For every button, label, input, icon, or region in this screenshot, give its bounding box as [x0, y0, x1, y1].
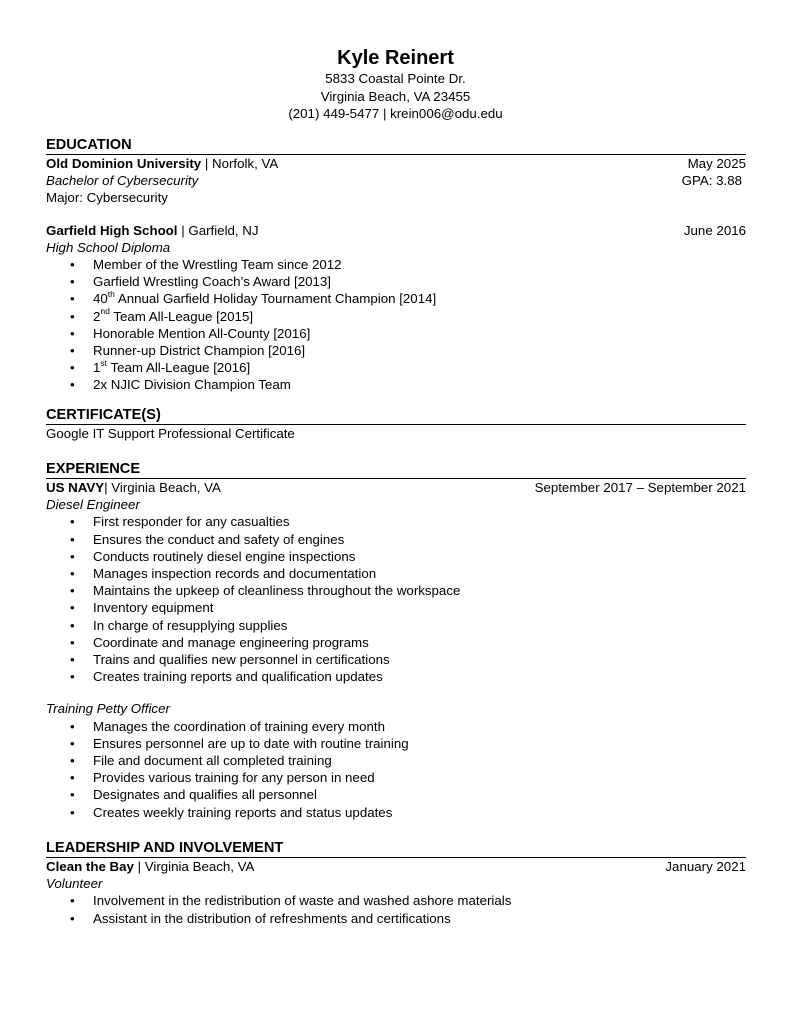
clean-the-bay-location: | Virginia Beach, VA	[133, 859, 255, 874]
navy-date: September 2017 – September 2021	[534, 480, 746, 495]
role-training-petty-officer: Training Petty Officer	[46, 701, 170, 717]
odu-gpa: GPA: 3.88	[681, 173, 742, 189]
candidate-name: Kyle Reinert	[337, 47, 454, 69]
list-item: • Ensures the conduct and safety of engines	[46, 531, 746, 548]
clean-the-bay-row	[46, 858, 746, 875]
list-item: • Honorable Mention All-County [2016]	[46, 325, 746, 342]
role-diesel-engineer: Diesel Engineer	[46, 497, 140, 513]
list-item: • Manages the coordination of training every month	[46, 718, 746, 735]
hs-degree: High School Diploma	[46, 239, 171, 255]
role-volunteer: Volunteer	[46, 876, 103, 892]
address-line-1: 5833 Coastal Pointe Dr.	[325, 71, 466, 86]
hs-row	[46, 222, 746, 239]
list-item: • In charge of resupplying supplies	[46, 617, 746, 634]
odu-date: May 2025	[687, 156, 746, 171]
leadership-section	[46, 840, 746, 927]
list-item: • File and document all completed training	[46, 752, 746, 769]
hs-bullet-list	[46, 256, 746, 394]
list-item: • First responder for any casualties	[46, 513, 746, 530]
list-item: • Garfield Wrestling Coach’s Award [2013]	[46, 273, 746, 290]
list-item: • Ensures personnel are up to date with routine training	[46, 735, 746, 752]
clean-the-bay-date: January 2021	[665, 859, 746, 874]
list-item: • 2nd Team All-League [2015]	[46, 308, 746, 325]
list-item: • Creates training reports and qualification updates	[46, 668, 746, 685]
list-item: • Trains and qualifies new personnel in certifications	[46, 651, 746, 668]
list-item: • 2x NJIC Division Champion Team	[46, 376, 746, 393]
list-item: • Runner-up District Champion [2016]	[46, 342, 746, 359]
education-section	[46, 137, 746, 394]
odu-degree: Bachelor of Cybersecurity	[46, 173, 199, 189]
training-petty-officer-bullets	[46, 718, 746, 821]
experience-heading: EXPERIENCE	[46, 461, 746, 479]
volunteer-bullets	[46, 892, 746, 926]
navy-row	[46, 479, 746, 496]
hs-date: June 2016	[683, 222, 746, 238]
list-item: • Assistant in the distribution of refreshments and certifications	[46, 910, 746, 927]
list-item: • Conducts routinely diesel engine inspections	[46, 548, 746, 565]
certificate-item: Google IT Support Professional Certificate	[46, 426, 295, 441]
education-heading: EDUCATION	[46, 137, 746, 155]
odu-location: | Norfolk, VA	[201, 156, 279, 171]
navy-org: US NAVY	[46, 480, 105, 495]
diesel-engineer-bullets	[46, 513, 746, 685]
odu-row	[46, 155, 746, 172]
odu-degree-row	[46, 172, 746, 189]
list-item: • Coordinate and manage engineering programs	[46, 634, 746, 651]
navy-location: | Virginia Beach, VA	[104, 480, 221, 495]
clean-the-bay-org: Clean the Bay	[46, 859, 134, 874]
list-item: • Inventory equipment	[46, 599, 746, 616]
hs-location: | Garfield, NJ	[177, 222, 259, 238]
list-item: • 1st Team All-League [2016]	[46, 359, 746, 376]
list-item: • Involvement in the redistribution of waste and washed ashore materials	[46, 892, 746, 909]
certificates-heading: CERTIFICATE(S)	[46, 407, 746, 425]
list-item: • 40th Annual Garfield Holiday Tournament Champion [2014]	[46, 290, 746, 307]
certificates-section	[46, 407, 746, 442]
list-item: • Designates and qualifies all personnel	[46, 786, 746, 803]
experience-section	[46, 461, 746, 821]
odu-major: Major: Cybersecurity	[46, 190, 168, 206]
list-item: • Maintains the upkeep of cleanliness throughout the workspace	[46, 582, 746, 599]
list-item: • Manages inspection records and documentation	[46, 565, 746, 582]
list-item: • Provides various training for any person in need	[46, 769, 746, 786]
leadership-heading: LEADERSHIP AND INVOLVEMENT	[46, 840, 746, 858]
address-line-2: Virginia Beach, VA 23455	[320, 88, 471, 104]
odu-school: Old Dominion University	[46, 156, 202, 171]
contact-line: (201) 449-5477 | krein006@odu.edu	[288, 106, 503, 122]
hs-school: Garfield High School	[46, 222, 178, 238]
list-item: • Creates weekly training reports and status updates	[46, 804, 746, 821]
resume-header	[0, 46, 791, 123]
list-item: • Member of the Wrestling Team since 2012	[46, 256, 746, 273]
